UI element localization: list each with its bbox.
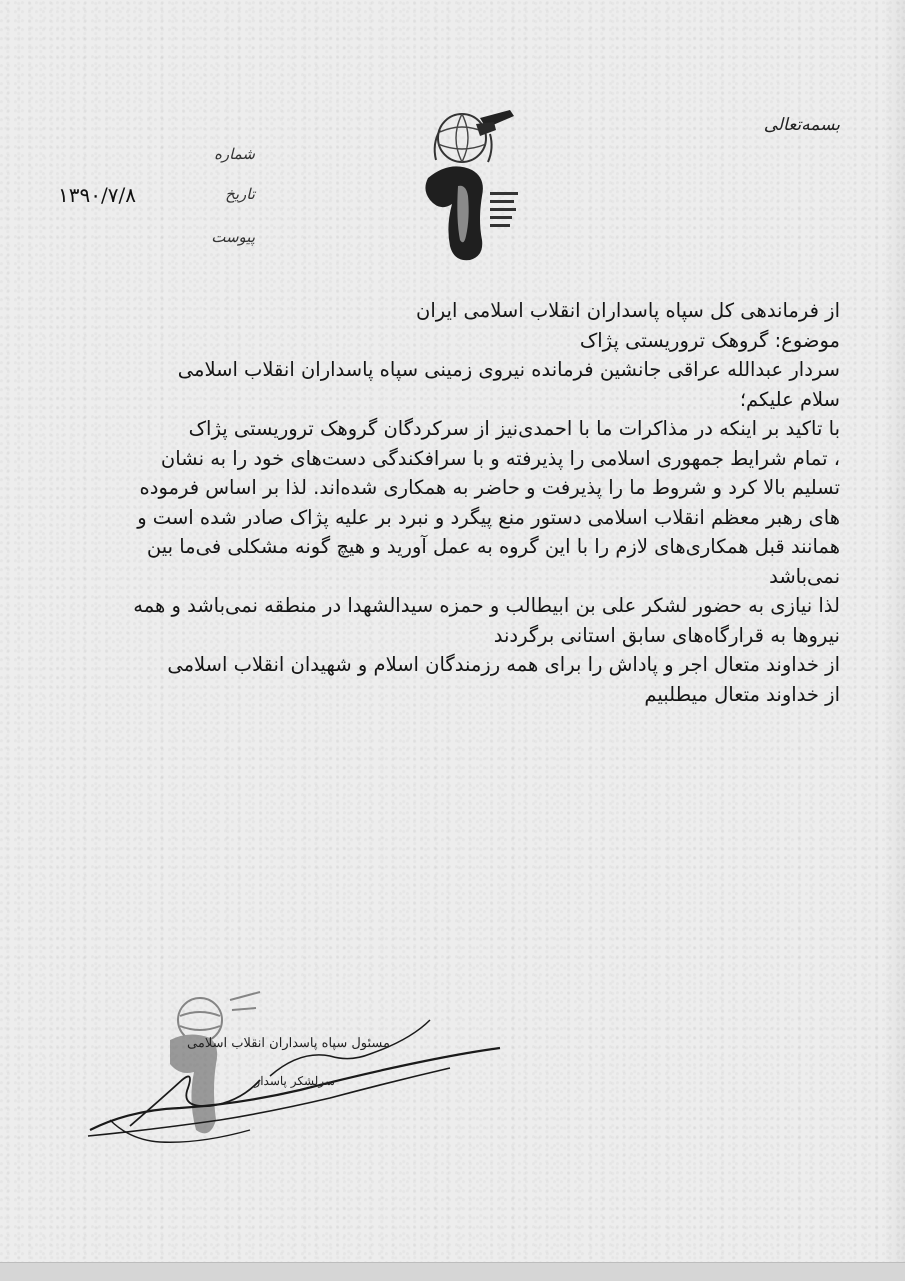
signature-title: مسئول سپاه پاسداران انقلاب اسلامی <box>187 1036 390 1051</box>
basmala: بسمه‌تعالی <box>763 115 840 135</box>
letter-line-recipient: سردار عبدالله عراقی جانشین فرمانده نیروی زمینی سپاه پاسداران انقلاب اسلامی <box>177 358 840 381</box>
letter-line: لذا نیازی به حضور لشکر علی بن ابیطالب و حمزه سیدالشهدا در منطقه نمی‌باشد و همه <box>133 594 840 617</box>
number-label: شماره <box>214 145 255 163</box>
signature-name: سرلشکر پاسدار <box>254 1074 335 1088</box>
date-value: ۱۳۹۰/۷/۸ <box>58 183 136 207</box>
letter-line: های رهبر معظم انقلاب اسلامی دستور منع پیگرد و نبرد بر علیه پژاک صادر شده است و <box>137 505 840 529</box>
irgc-emblem-icon <box>410 100 530 265</box>
letter-line: با تاکید بر اینکه در مذاکرات ما با احمدی‌نیز از سرکردگان گروهک تروریستی پژاک <box>188 417 840 440</box>
letter-line-from: از فرماندهی کل سپاه پاسداران انقلاب اسلامی ایران <box>416 299 840 322</box>
letter-line: ، تمام شرایط جمهوری اسلامی را پذیرفته و با سرافکندگی دست‌های خود را به نشان <box>160 446 840 470</box>
page-edge-shadow <box>883 0 905 1262</box>
attachment-label: پیوست <box>211 228 255 246</box>
letter-line: نیروها به قرارگاه‌های سابق استانی برگردند <box>493 623 840 647</box>
scan-bottom-edge <box>0 1262 905 1281</box>
letter-line-subject: موضوع: گروهک تروریستی پژاک <box>579 328 840 352</box>
letter-line-greeting: سلام علیکم؛ <box>739 387 840 411</box>
letter-line: از خداوند متعال اجر و پاداش را برای همه رزمندگان اسلام و شهیدان انقلاب اسلامی <box>167 653 840 676</box>
emblem-caption <box>410 268 411 269</box>
letter-line: تسلیم بالا کرد و شروط ما را پذیرفت و حاضر به همکاری شده‌اند. لذا بر اساس فرموده <box>139 476 840 499</box>
date-label: تاریخ <box>225 185 255 203</box>
letter-line: نمی‌باشد <box>769 564 840 588</box>
letter-body <box>60 296 840 709</box>
letter-line-closing: از خداوند متعال میطلبیم <box>644 682 840 706</box>
letter-line: همانند قبل همکاری‌های لازم را با این گروه به عمل آورید و هیچ گونه مشکلی فی‌ما بین <box>146 535 840 558</box>
